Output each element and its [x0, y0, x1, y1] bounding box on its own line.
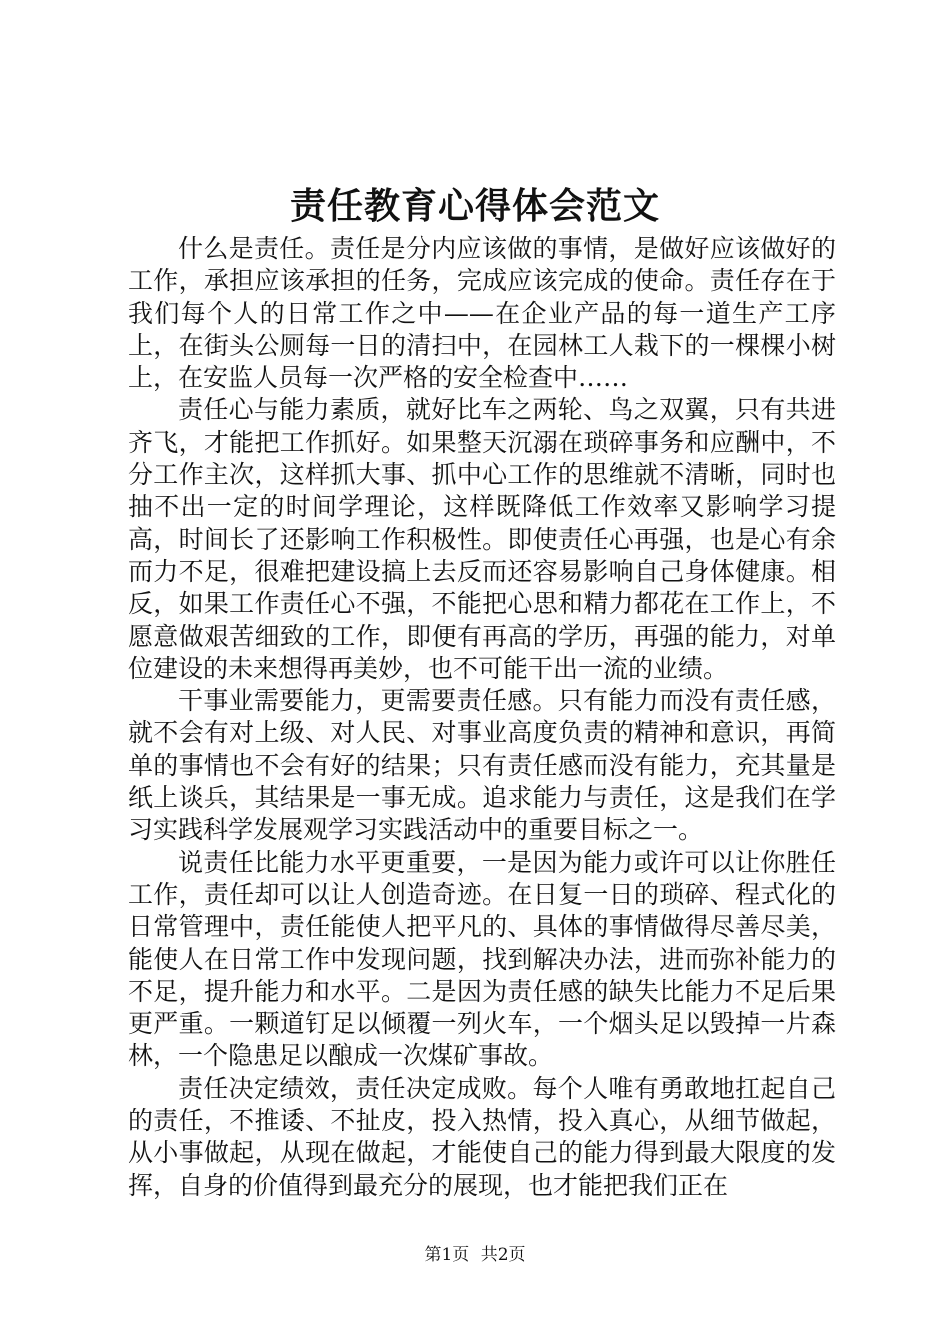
paragraph: 责任决定绩效，责任决定成败。每个人唯有勇敢地扛起自己的责任，不推诿、不扯皮，投入热情，投入真心，从细节做起，从小事做起，从现在做起，才能使自己的能力得到最大限度的发挥，自身的价值得到最充分的展现，也才能把我们正在 [128, 1073, 836, 1200]
paragraph: 什么是责任。责任是分内应该做的事情，是做好应该做好的工作，承担应该承担的任务，完成应该完成的使命。责任存在于我们每个人的日常工作之中——在企业产品的每一道生产工序上，在街头公厕每一日的清扫中，在园林工人栽下的一棵棵小树上，在安监人员每一次严格的安全检查中…… [128, 234, 836, 393]
document-body [128, 233, 836, 1202]
page-footer [0, 1243, 950, 1267]
page-number-total: 共2页 [480, 1245, 526, 1265]
paragraph: 责任心与能力素质，就好比车之两轮、鸟之双翼，只有共进齐飞，才能把工作抓好。如果整天沉溺在琐碎事务和应酬中，不分工作主次，这样抓大事、抓中心工作的思维就不清晰，同时也抽不出一定的时间学理论，这样既降低工作效率又影响学习提高，时间长了还影响工作积极性。即使责任心再强，也是心有余而力不足，很难把建设搞上去反而还容易影响自己身体健康。相反，如果工作责任心不强，不能把心思和精力都花在工作上，不愿意做艰苦细致的工作，即便有再高的学历，再强的能力，对单位建设的未来想得再美妙，也不可能干出一流的业绩。 [128, 395, 836, 683]
document-title: 责任教育心得体会范文 [289, 185, 660, 227]
paragraph: 说责任比能力水平更重要，一是因为能力或许可以让你胜任工作，责任却可以让人创造奇迹。在日复一日的琐碎、程式化的日常管理中，责任能使人把平凡的、具体的事情做得尽善尽美，能使人在日常工作中发现问题，找到解决办法，进而弥补能力的不足，提升能力和水平。二是因为责任感的缺失比能力不足后果更严重。一颗道钉足以倾覆一列火车，一个烟头足以毁掉一片森林，一个隐患足以酿成一次煤矿事故。 [128, 847, 836, 1071]
paragraph: 干事业需要能力，更需要责任感。只有能力而没有责任感，就不会有对上级、对人民、对事业高度负责的精神和意识，再简单的事情也不会有好的结果；只有责任感而没有能力，充其量是纸上谈兵，其结果是一事无成。追求能力与责任，这是我们在学习实践科学发展观学习实践活动中的重要目标之一。 [128, 686, 836, 845]
page-number-current: 第1页 [424, 1245, 470, 1265]
